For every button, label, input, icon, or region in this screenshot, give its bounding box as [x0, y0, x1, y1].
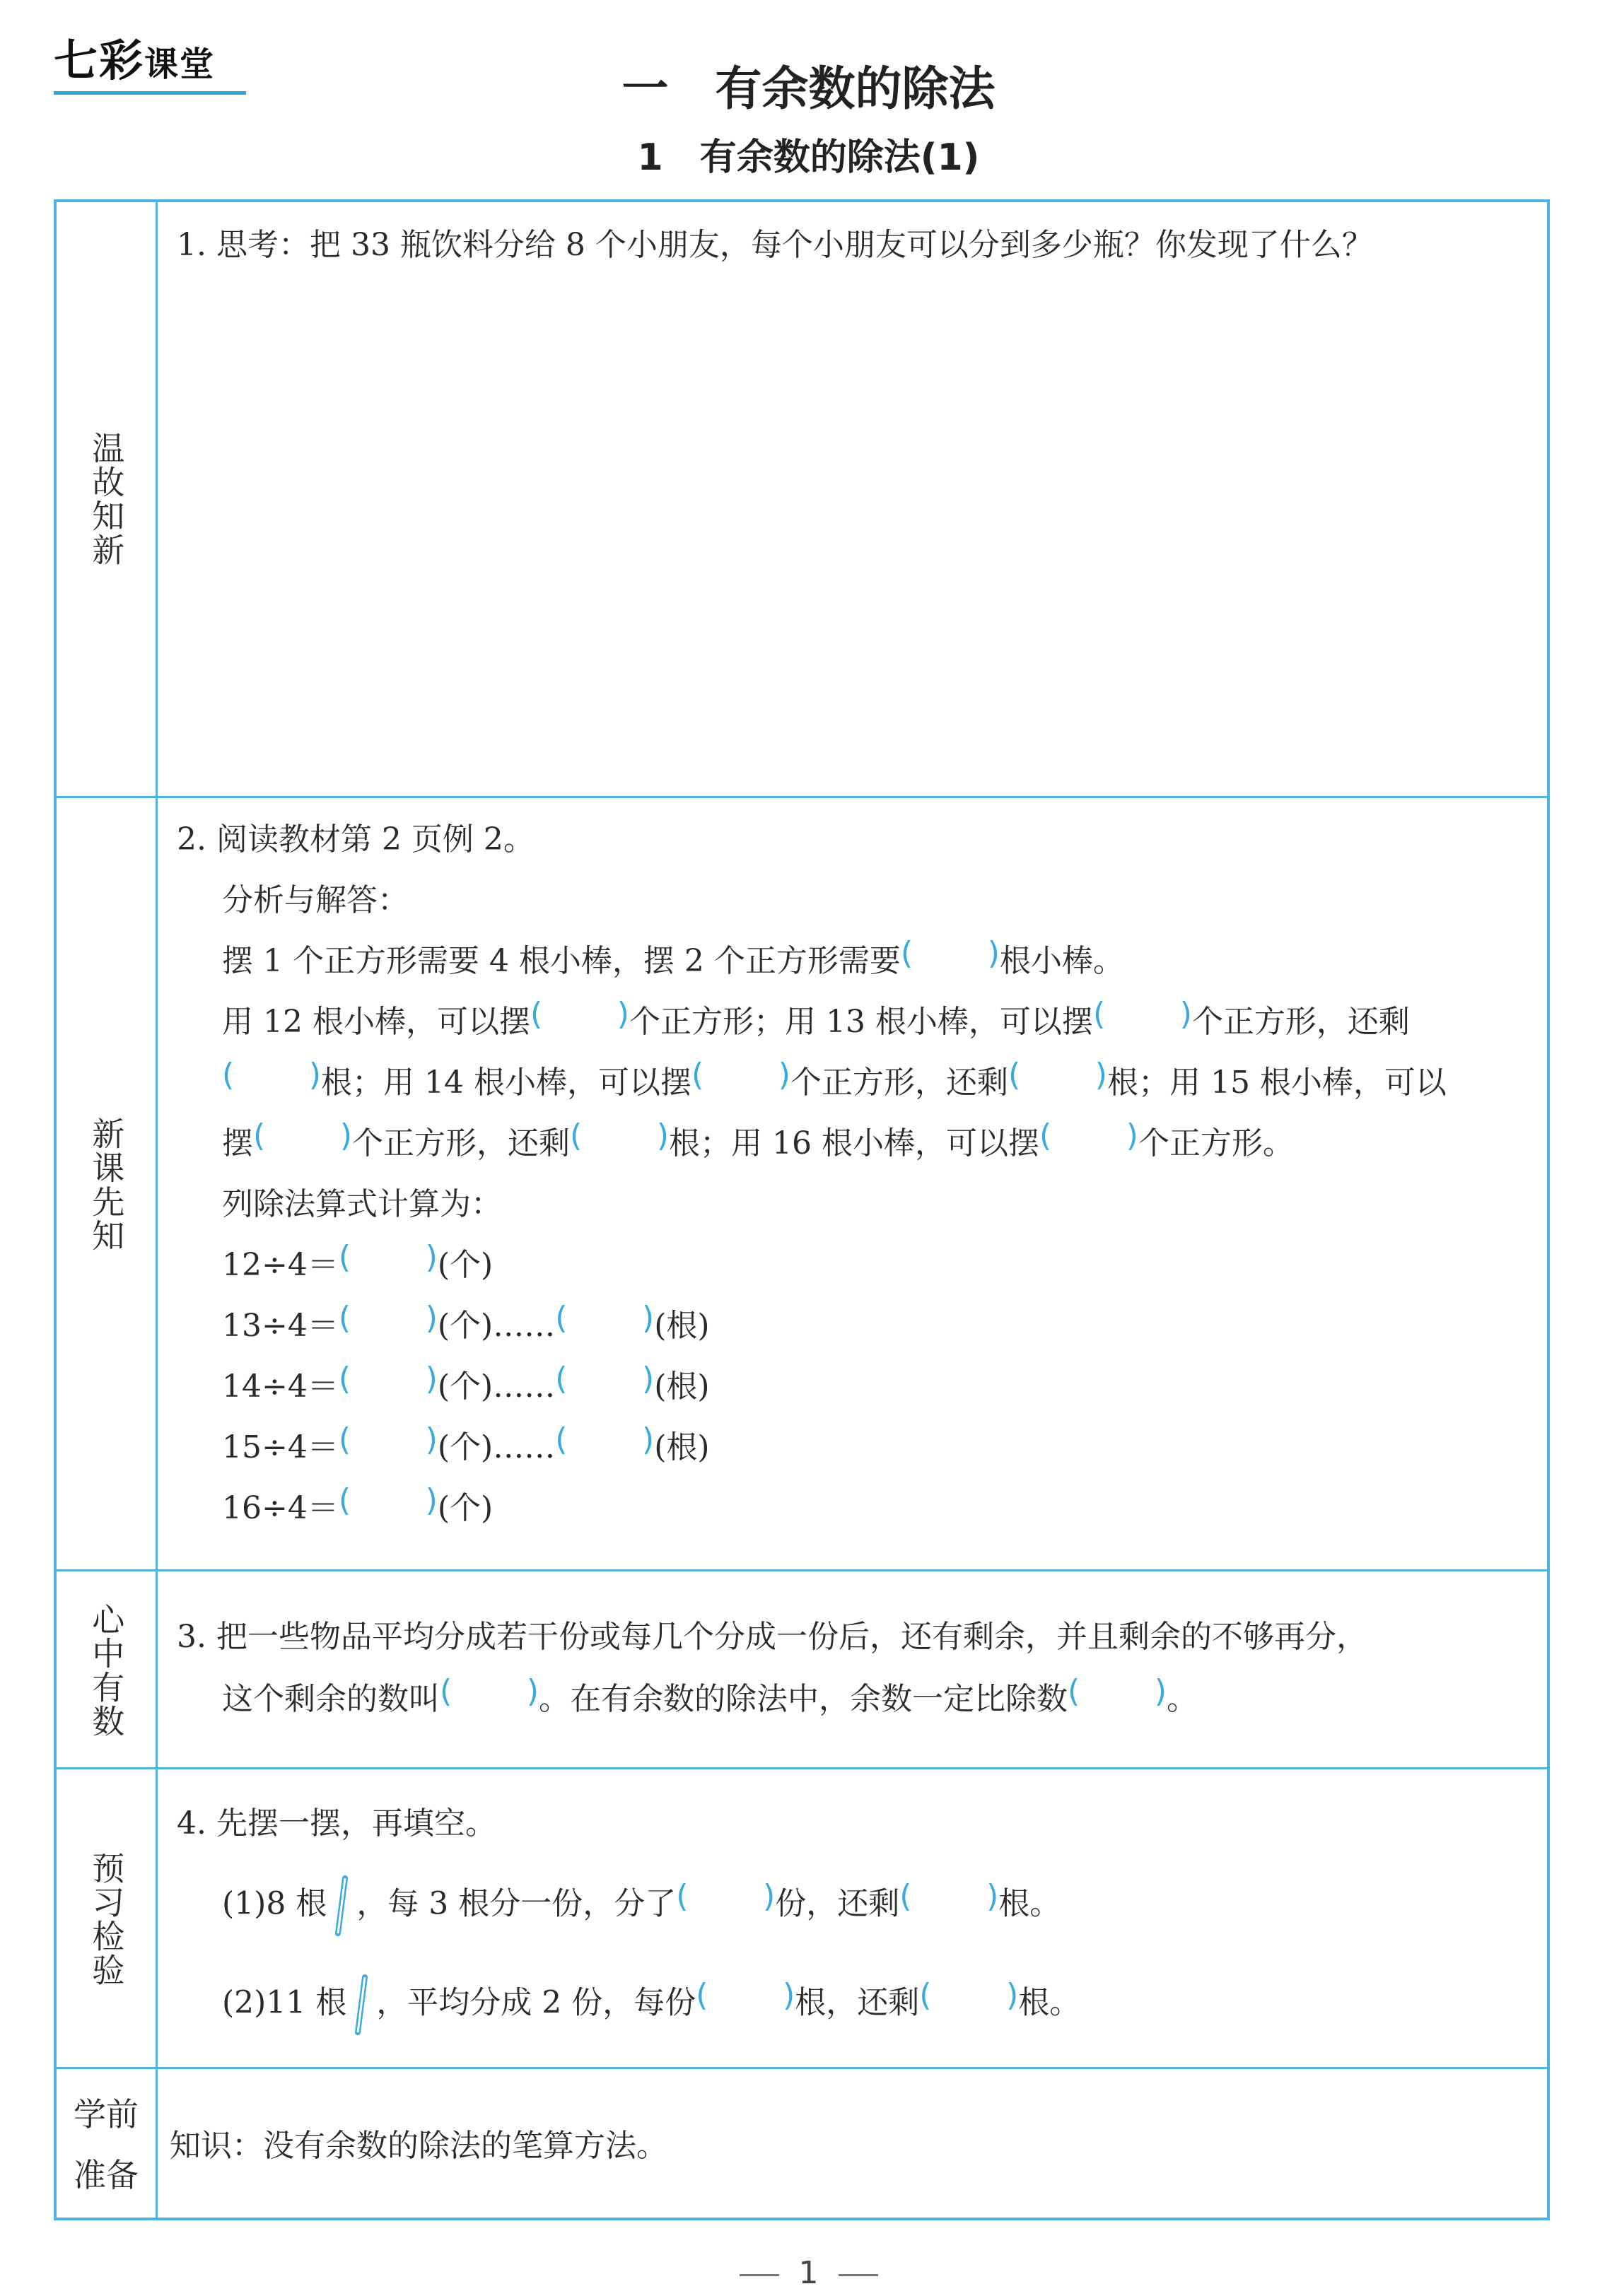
footer-dash — [839, 2274, 878, 2276]
worksheet-table — [54, 199, 1550, 2220]
calc-row: 13÷4＝( ) (个)……( ) (根) — [222, 1300, 710, 1345]
calc-row: 15÷4＝( ) (个)……( ) (根) — [222, 1422, 710, 1467]
question-2-title: 2. 阅读教材第 2 页例 2。 — [177, 821, 535, 857]
stick-icon — [329, 1875, 354, 1936]
section-content — [177, 798, 1533, 1571]
calc-row: 12÷4＝( ) (个) — [222, 1239, 493, 1284]
analysis-label: 分析与解答： — [222, 882, 409, 918]
section-label-cell — [57, 2069, 158, 2220]
section-label-cell — [57, 1571, 158, 1769]
section-label: 心中有数 — [87, 1603, 126, 1738]
calc-row: 16÷4＝( ) (个) — [222, 1482, 493, 1528]
section-content — [177, 202, 1533, 796]
logo-sub: 课堂 — [144, 45, 216, 84]
answer-blank[interactable] — [440, 1678, 539, 1709]
answer-blank[interactable] — [1039, 1123, 1138, 1154]
page-footer — [0, 2255, 1617, 2291]
answer-blank[interactable] — [899, 1883, 998, 1914]
fill-line: (2)11 根 ，平均分成 2 份，每份( ) 根，还剩( ) 根。 — [222, 1974, 1080, 2035]
answer-blank[interactable] — [691, 1062, 790, 1093]
answer-blank[interactable] — [555, 1427, 654, 1458]
section-label: 新课先知 — [87, 1117, 126, 1253]
stick-icon — [349, 1974, 373, 2035]
answer-blank[interactable] — [1068, 1678, 1167, 1709]
question-1: 1. 思考：把 33 瓶饮料分给 8 个小朋友，每个小朋友可以分到多少瓶？你发现了什么？ — [177, 227, 1373, 263]
answer-blank[interactable] — [339, 1487, 438, 1518]
answer-blank[interactable] — [253, 1123, 352, 1154]
fill-line: 摆( ) 个正方形，还剩( ) 根；用 16 根小棒，可以摆( ) 个正方形。 — [222, 1118, 1294, 1163]
answer-blank[interactable] — [676, 1883, 775, 1914]
footer-dash — [740, 2274, 779, 2276]
section-label: 预习检验 — [87, 1851, 126, 1987]
answer-blank[interactable] — [1093, 1001, 1192, 1032]
unit-title: 一 有余数的除法 — [621, 61, 996, 116]
fill-line: 摆 1 个正方形需要 4 根小棒，摆 2 个正方形需要( ) 根小棒。 — [222, 935, 1124, 980]
answer-blank[interactable] — [339, 1366, 438, 1397]
fill-line: 用 12 根小棒，可以摆( ) 个正方形；用 13 根小棒，可以摆( ) 个正方形，还剩 — [222, 996, 1410, 1041]
section-review — [57, 202, 1547, 796]
question-4-title: 4. 先摆一摆，再填空。 — [177, 1805, 496, 1841]
section-key-points — [57, 1569, 1547, 1769]
section-check — [57, 1767, 1547, 2069]
section-new-lesson — [57, 796, 1547, 1571]
calc-row: 14÷4＝( ) (个)……( ) (根) — [222, 1361, 710, 1406]
fill-line: (1)8 根 ，每 3 根分一份，分了( ) 份，还剩( ) 根。 — [222, 1875, 1061, 1936]
answer-blank[interactable] — [901, 940, 1000, 971]
answer-blank[interactable] — [696, 1982, 795, 2013]
fill-line: 这个剩余的数叫( ) 。在有余数的除法中，余数一定比除数( ) 。 — [222, 1673, 1198, 1718]
section-label-cell — [57, 202, 158, 796]
answer-blank[interactable] — [339, 1244, 438, 1275]
section-prep — [57, 2067, 1547, 2220]
section-label-cell — [57, 1769, 158, 2069]
calc-title: 列除法算式计算为： — [222, 1186, 502, 1222]
section-content — [170, 2069, 1533, 2220]
answer-blank[interactable] — [339, 1427, 438, 1458]
answer-blank[interactable] — [919, 1982, 1018, 2013]
section-label: 温故知新 — [87, 431, 126, 567]
answer-blank[interactable] — [570, 1123, 669, 1154]
section-label: 学前 准备 — [74, 2095, 139, 2194]
lesson-title: 1 有余数的除法(1) — [637, 136, 980, 179]
question-3-line-1: 3. 把一些物品平均分成若干份或每几个分成一份后，还有剩余，并且剩余的不够再分， — [177, 1619, 1367, 1655]
answer-blank[interactable] — [222, 1062, 321, 1093]
answer-blank[interactable] — [1008, 1062, 1107, 1093]
page-number: 1 — [798, 2255, 819, 2291]
answer-blank[interactable] — [555, 1305, 654, 1336]
fill-line: ( )根；用 14 根小棒，可以摆( ) 个正方形，还剩( ) 根；用 15 根小棒，可以 — [222, 1057, 1447, 1102]
answer-blank[interactable] — [339, 1305, 438, 1336]
answer-blank[interactable] — [530, 1001, 629, 1032]
logo-main: 七彩 — [54, 35, 145, 86]
section-label-cell — [57, 798, 158, 1571]
section-content — [177, 1571, 1533, 1769]
prep-text: 知识：没有余数的除法的笔算方法。 — [170, 2128, 667, 2164]
section-content — [177, 1769, 1533, 2069]
answer-blank[interactable] — [555, 1366, 654, 1397]
